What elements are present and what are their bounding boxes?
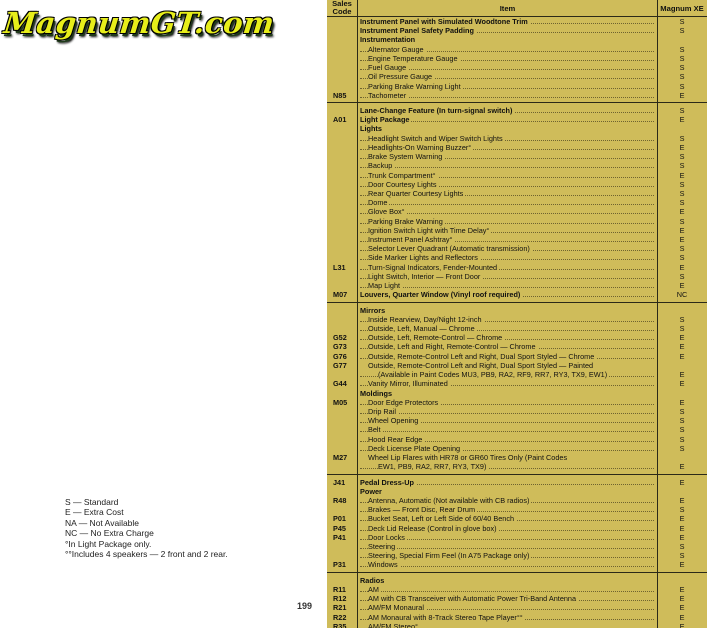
row-sales-code: R35: [333, 621, 347, 628]
table-row: [327, 416, 707, 425]
row-item: Oil Pressure Gauge: [360, 72, 656, 81]
row-availability: E: [679, 90, 685, 100]
table-row: [327, 171, 707, 180]
row-availability: S: [679, 253, 685, 263]
table-row: [327, 143, 707, 152]
table-row: [327, 281, 707, 290]
row-availability: S: [679, 324, 685, 333]
row-item: Instrument Panel with Simulated Woodtone Trim: [360, 17, 656, 26]
header-item: Item: [499, 4, 516, 13]
row-sales-code: R48: [333, 495, 347, 505]
row-availability: NC: [676, 290, 688, 300]
row-item: Deck License Plate Opening: [360, 444, 656, 453]
table-row: [327, 398, 707, 407]
table-row: [327, 560, 707, 569]
table-row: [327, 613, 707, 622]
row-availability: S: [679, 443, 685, 453]
row-availability: E: [679, 495, 685, 505]
table-row: [327, 235, 707, 244]
table-row: [327, 26, 707, 35]
table-row: [327, 180, 707, 189]
row-sales-code: P41: [333, 532, 346, 542]
row-item: Glove Box°: [360, 207, 656, 216]
row-item: Instrumentation: [360, 35, 416, 45]
row-availability: S: [679, 72, 685, 82]
row-availability: E: [679, 397, 685, 407]
table-row: [327, 124, 707, 133]
row-item: Hood Rear Edge: [360, 435, 656, 444]
row-item: Side Marker Lights and Reflectors: [360, 253, 656, 262]
row-item: Map Light: [360, 281, 656, 290]
table-row: [327, 514, 707, 523]
row-availability: S: [679, 434, 685, 444]
row-availability: E: [679, 235, 685, 245]
row-availability: S: [679, 133, 685, 143]
row-availability: E: [679, 462, 685, 472]
table-row: [327, 370, 707, 379]
row-availability: E: [679, 532, 685, 542]
row-sales-code: P31: [333, 560, 346, 570]
row-availability: S: [679, 406, 685, 416]
table-row: [327, 496, 707, 505]
row-item: Lane-Change Feature (In turn-signal switch): [360, 106, 656, 115]
row-item: Mirrors: [360, 305, 386, 315]
table-row: [327, 152, 707, 161]
table-row: [327, 333, 707, 342]
table-row: [327, 272, 707, 281]
table-row: [327, 478, 707, 487]
table-row: [327, 524, 707, 533]
table-row: [327, 622, 707, 628]
row-sales-code: P45: [333, 523, 346, 533]
table-row: [327, 444, 707, 453]
row-availability: S: [679, 551, 685, 561]
row-item: Rear Quarter Courtesy Lights: [360, 189, 656, 198]
row-availability: E: [679, 560, 685, 570]
row-sales-code: R22: [333, 612, 347, 622]
row-availability: E: [679, 225, 685, 235]
equipment-table: [327, 0, 707, 628]
table-row: [327, 63, 707, 72]
row-availability: E: [679, 342, 685, 352]
table-row: [327, 315, 707, 324]
row-sales-code: G44: [333, 379, 347, 389]
row-availability: S: [679, 179, 685, 189]
row-item: Outside, Left, Manual — Chrome: [360, 324, 656, 333]
row-item: Steering: [360, 542, 656, 551]
table-row: [327, 244, 707, 253]
row-availability: S: [679, 81, 685, 91]
row-item: Parking Brake Warning: [360, 217, 656, 226]
row-item: Inside Rearview, Day/Night 12-inch: [360, 315, 656, 324]
row-availability: S: [679, 17, 685, 26]
table-row: [327, 72, 707, 81]
table-row: [327, 352, 707, 361]
row-availability: E: [679, 477, 685, 487]
row-sales-code: R11: [333, 584, 346, 594]
row-availability: E: [679, 514, 685, 524]
legend-light-package-note: °In Light Package only.: [65, 538, 152, 549]
legend-speakers-note: °°Includes 4 speakers — 2 front and 2 rear.: [65, 549, 228, 560]
table-row: [327, 161, 707, 170]
table-row: [327, 379, 707, 388]
row-availability: S: [679, 105, 685, 115]
row-item: Backup: [360, 161, 656, 170]
row-availability: S: [679, 161, 685, 171]
row-item: Radios: [360, 575, 385, 585]
row-availability: E: [679, 523, 685, 533]
table-row: [327, 505, 707, 514]
table-row: [327, 189, 707, 198]
row-sales-code: M07: [333, 290, 348, 300]
row-availability: E: [679, 262, 685, 272]
table-row: [327, 198, 707, 207]
row-item: Power: [360, 486, 382, 496]
table-row: [327, 263, 707, 272]
row-availability: S: [679, 244, 685, 254]
row-item: Fuel Gauge: [360, 63, 656, 72]
row-item: Brakes — Front Disc, Rear Drum: [360, 505, 656, 514]
table-row: [327, 533, 707, 542]
row-sales-code: R21: [333, 603, 347, 613]
row-item: EW1, PB9, RA2, RR7, RY3, TX9): [360, 462, 656, 471]
table-row: [327, 551, 707, 560]
row-item: Tachometer: [360, 91, 656, 100]
row-item: Wheel Opening: [360, 416, 656, 425]
table-row: [327, 542, 707, 551]
legend: [65, 497, 228, 559]
table-row: [327, 425, 707, 434]
row-sales-code: J41: [333, 477, 346, 487]
row-sales-code: M05: [333, 397, 348, 407]
row-availability: E: [679, 142, 685, 152]
table-row: [327, 35, 707, 44]
legend-no-extra-charge: NC — No Extra Charge: [65, 528, 154, 539]
row-availability: E: [679, 603, 685, 613]
row-availability: S: [679, 425, 685, 435]
table-row: [327, 106, 707, 115]
row-availability: S: [679, 505, 685, 515]
row-item: Instrument Panel Ashtray°: [360, 235, 656, 244]
row-item: Ignition Switch Light with Time Delay°: [360, 226, 656, 235]
table-row: [327, 91, 707, 100]
row-availability: E: [679, 379, 685, 389]
row-item: Parking Brake Warning Light: [360, 82, 656, 91]
row-item: Door Courtesy Lights: [360, 180, 656, 189]
table-row: [327, 115, 707, 124]
row-item: Bucket Seat, Left or Left Side of 60/40 Bench: [360, 514, 656, 523]
table-header: [327, 0, 707, 17]
row-item: Door Locks: [360, 533, 656, 542]
row-item: (Available in Paint Codes MU3, PB9, RA2, RF9, RR7, RY3, TX9, EW1): [360, 370, 656, 379]
row-availability: S: [679, 271, 685, 281]
row-item: AM/FM Monaural: [360, 603, 656, 612]
row-sales-code: M27: [333, 453, 348, 463]
row-item: Brake System Warning: [360, 152, 656, 161]
row-sales-code: A01: [333, 115, 347, 125]
row-availability: S: [679, 53, 685, 63]
row-item: Belt: [360, 425, 656, 434]
row-availability: S: [679, 314, 685, 324]
table-row: [327, 342, 707, 351]
table-row: [327, 82, 707, 91]
legend-not-available: NA — Not Available: [65, 517, 140, 528]
table-row: [327, 217, 707, 226]
table-row: [327, 576, 707, 585]
row-item: Louvers, Quarter Window (Vinyl roof required): [360, 290, 656, 299]
row-item: Alternator Gauge: [360, 45, 656, 54]
row-item: Trunk Compartment°: [360, 171, 656, 180]
row-item: Light Switch, Interior — Front Door: [360, 272, 656, 281]
table-row: [327, 290, 707, 299]
table-row: [327, 17, 707, 26]
row-item: Outside, Remote-Control Left and Right, Dual Sport Styled — Painted: [368, 360, 594, 370]
row-item: Door Edge Protectors: [360, 398, 656, 407]
row-availability: E: [679, 207, 685, 217]
row-sales-code: G77: [333, 360, 347, 370]
row-item: Headlights-On Warning Buzzer°: [360, 143, 656, 152]
table-row: [327, 603, 707, 612]
row-availability: E: [679, 370, 685, 380]
row-availability: S: [679, 63, 685, 73]
row-item: AM: [360, 585, 656, 594]
header-magnum-xe: Magnum XE: [660, 4, 704, 13]
row-item: Antenna, Automatic (Not available with CB radios): [360, 496, 656, 505]
row-item: Outside, Remote-Control Left and Right, Dual Sport Styled — Chrome: [360, 352, 656, 361]
row-availability: E: [679, 621, 685, 628]
row-item: Wheel Lip Flares with HR78 or GR60 Tires Only (Paint Codes: [368, 453, 568, 463]
row-item: Headlight Switch and Wiper Switch Lights: [360, 134, 656, 143]
table-row: [327, 407, 707, 416]
table-row: [327, 487, 707, 496]
row-availability: S: [679, 188, 685, 198]
row-availability: S: [679, 152, 685, 162]
row-item: AM Monaural with 8-Track Stereo Tape Player°°: [360, 613, 656, 622]
table-row: [327, 45, 707, 54]
site-logo: MagnumGT.com: [2, 6, 277, 40]
legend-extra-cost: E — Extra Cost: [65, 507, 124, 518]
row-item: Turn-Signal Indicators, Fender-Mounted: [360, 263, 656, 272]
row-item: Selector Lever Quadrant (Automatic transmission): [360, 244, 656, 253]
table-row: [327, 54, 707, 63]
row-availability: E: [679, 170, 685, 180]
row-item: Moldings: [360, 388, 393, 398]
row-availability: E: [679, 594, 685, 604]
row-item: Engine Temperature Gauge: [360, 54, 656, 63]
row-item: AM/FM Stereo°: [360, 622, 656, 628]
row-item: Dome: [360, 198, 656, 207]
table-row: [327, 435, 707, 444]
table-row: [327, 253, 707, 262]
row-sales-code: N85: [333, 90, 347, 100]
row-availability: S: [679, 416, 685, 426]
row-availability: E: [679, 612, 685, 622]
row-availability: S: [679, 26, 685, 36]
row-item: Instrument Panel Safety Padding: [360, 26, 656, 35]
row-item: Pedal Dress-Up: [360, 478, 656, 487]
table-row: [327, 389, 707, 398]
row-item: Deck Lid Release (Control in glove box): [360, 524, 656, 533]
table-row: [327, 462, 707, 471]
table-row: [327, 453, 707, 462]
header-sales-code: Sales Code: [332, 0, 352, 16]
page-number: 199: [297, 601, 313, 611]
row-availability: S: [679, 44, 685, 54]
table-row: [327, 361, 707, 370]
row-item: Vanity Mirror, Illuminated: [360, 379, 656, 388]
table-row: [327, 134, 707, 143]
row-item: Drip Rail: [360, 407, 656, 416]
table-body: [327, 17, 707, 628]
table-row: [327, 324, 707, 333]
row-item: Lights: [360, 124, 382, 134]
row-sales-code: L31: [333, 262, 346, 272]
row-availability: S: [679, 198, 685, 208]
table-row: [327, 306, 707, 315]
row-availability: E: [679, 115, 685, 125]
row-availability: E: [679, 281, 685, 291]
table-row: [327, 594, 707, 603]
row-availability: S: [679, 216, 685, 226]
table-row: [327, 207, 707, 216]
row-availability: E: [679, 351, 685, 361]
row-item: Steering, Special Firm Feel (In A75 Package only): [360, 551, 656, 560]
table-row: [327, 585, 707, 594]
row-availability: E: [679, 333, 685, 343]
row-sales-code: G76: [333, 351, 347, 361]
row-sales-code: P01: [333, 514, 346, 524]
row-sales-code: G73: [333, 342, 347, 352]
legend-standard: S — Standard: [65, 497, 119, 507]
row-sales-code: G52: [333, 333, 347, 343]
row-item: Outside, Left and Right, Remote-Control — Chrome: [360, 342, 656, 351]
row-availability: E: [679, 584, 685, 594]
table-row: [327, 226, 707, 235]
row-sales-code: R12: [333, 594, 347, 604]
row-item: Windows: [360, 560, 656, 569]
row-availability: S: [679, 542, 685, 552]
row-item: AM with CB Transceiver with Automatic Power Tri-Band Antenna: [360, 594, 656, 603]
row-item: Light Package: [360, 115, 656, 124]
row-item: Outside, Left, Remote-Control — Chrome: [360, 333, 656, 342]
